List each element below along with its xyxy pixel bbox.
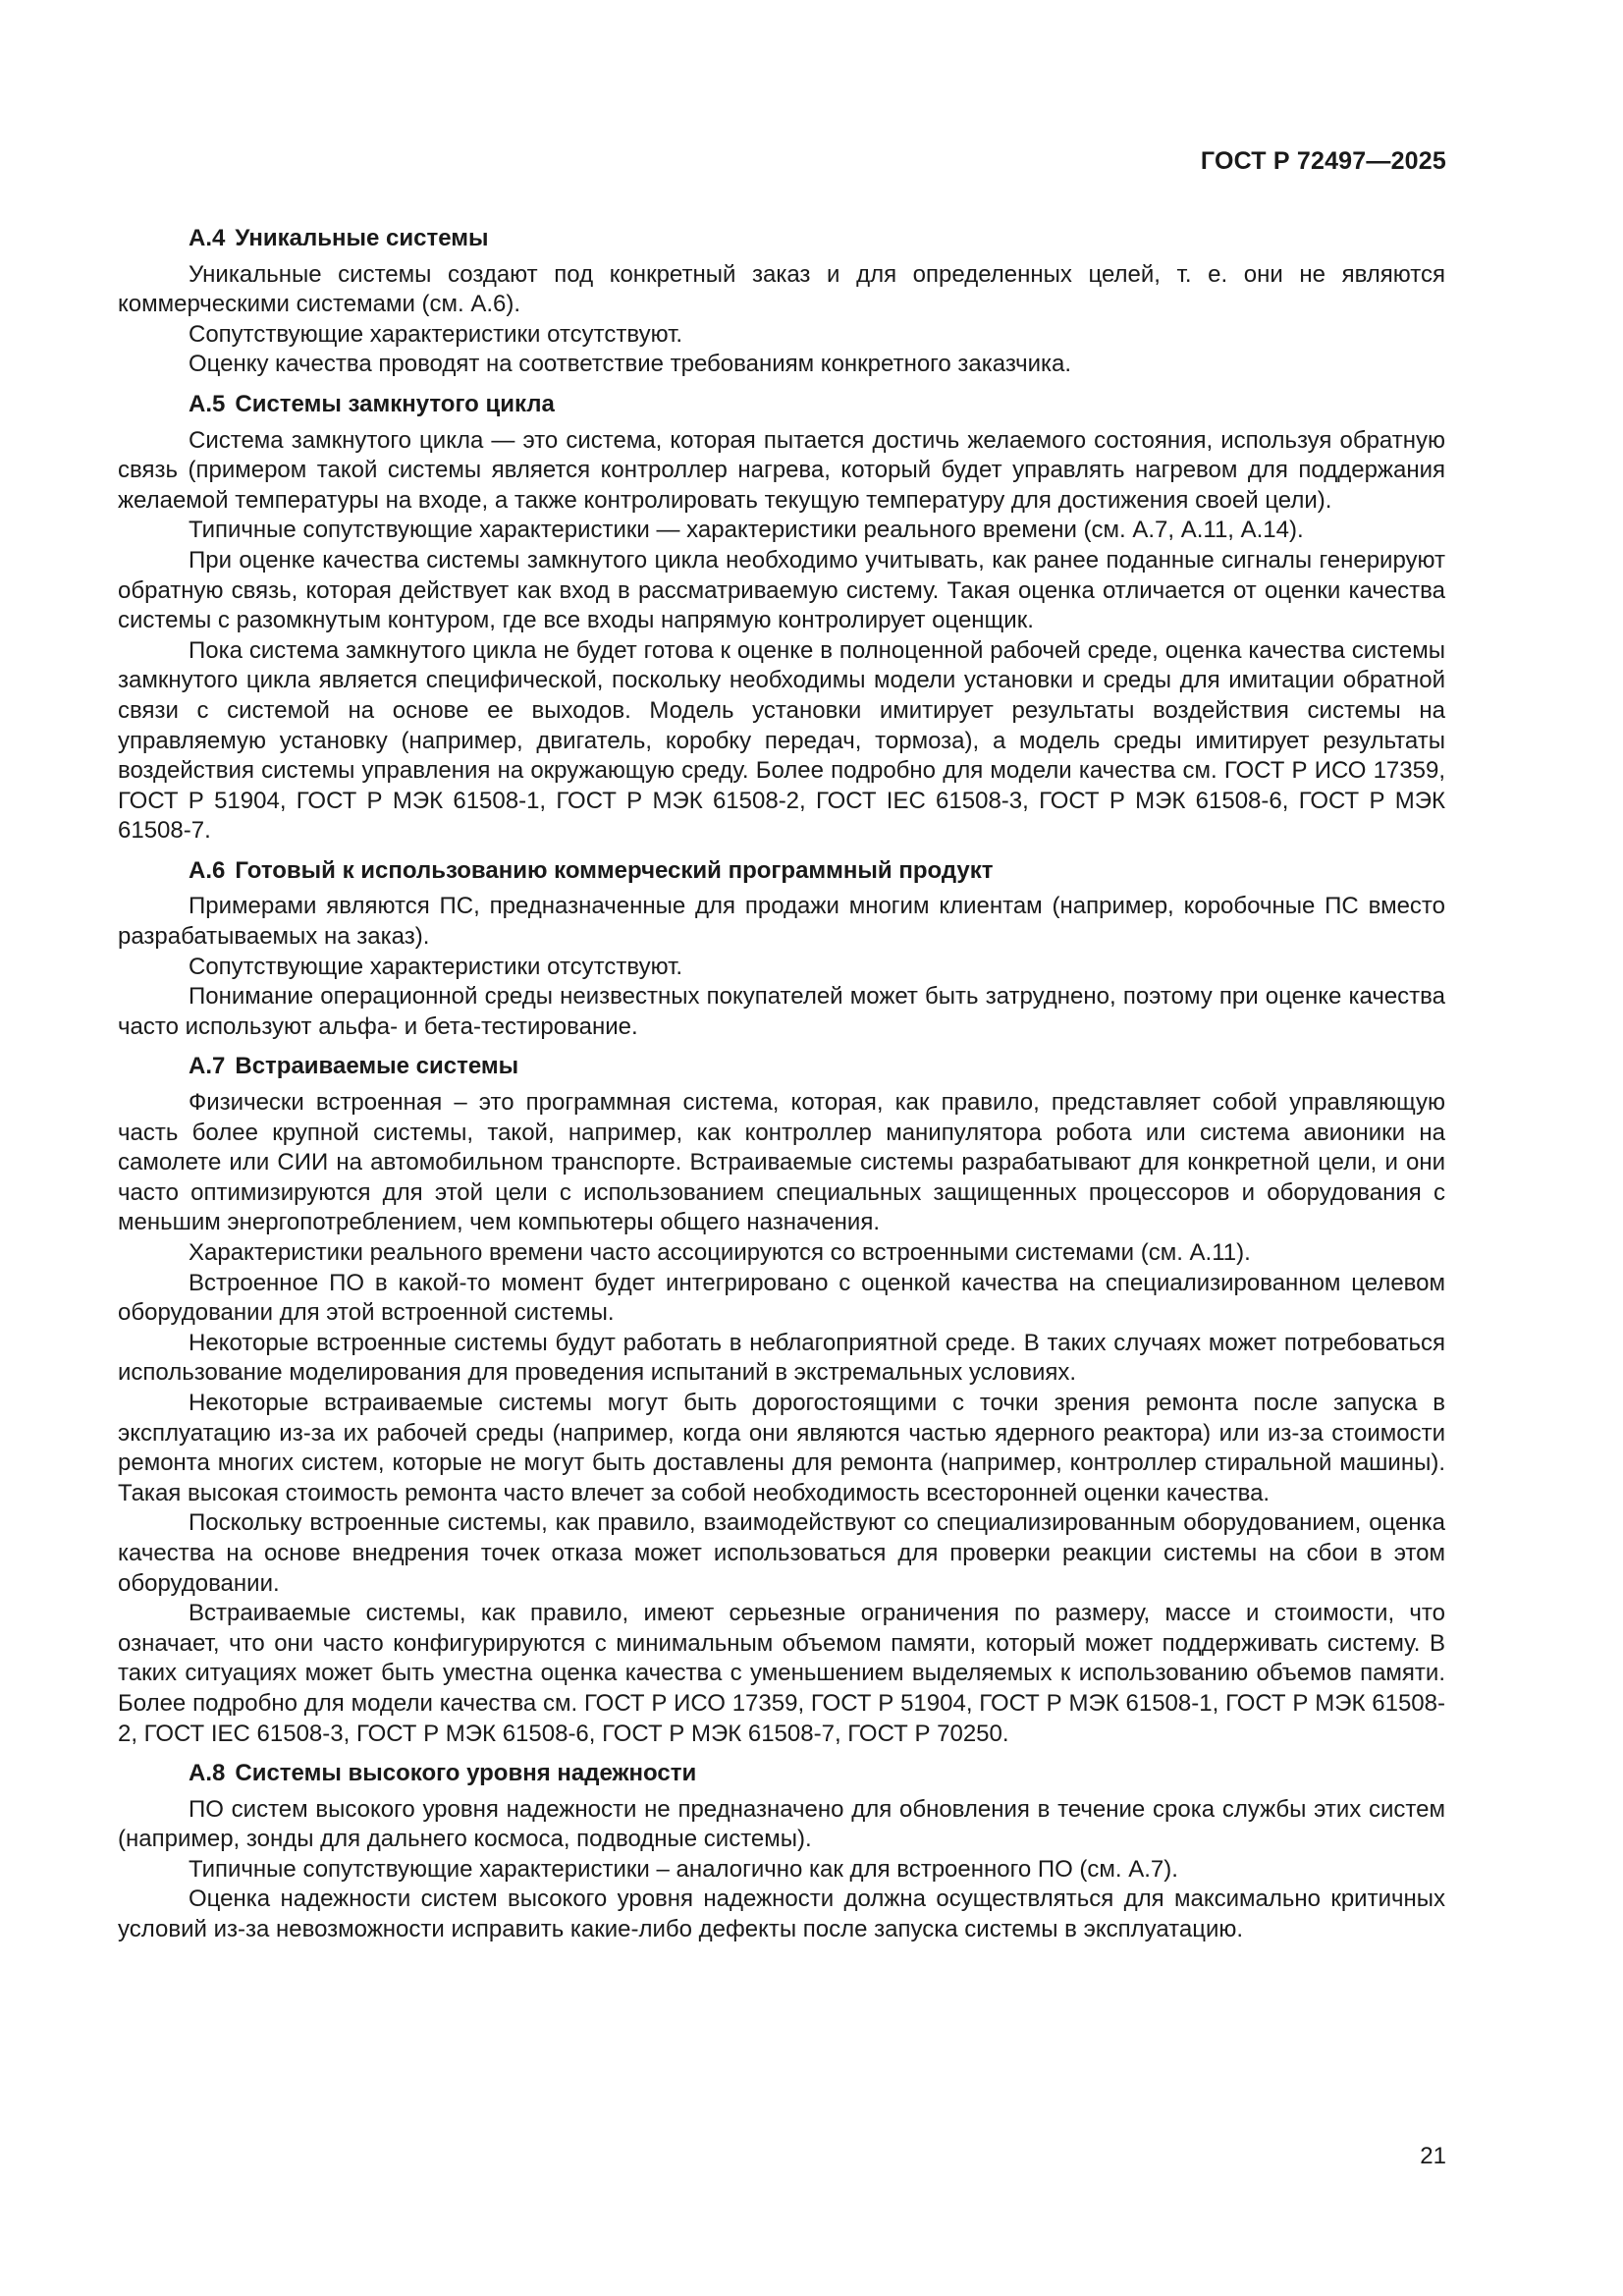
document-designation: ГОСТ Р 72497—2025	[1200, 147, 1446, 175]
section-number: А.5	[189, 390, 226, 417]
paragraph: При оценке качества системы замкнутого цикла необходимо учитывать, как ранее поданные сигналы генерируют обратную связь, которая действует как вход в рассматриваемую систему. Такая оценка отличается от оценки качества системы с разомкнутым контуром, где все входы напрямую контролирует оценщик.	[118, 546, 1445, 634]
paragraph: Сопутствующие характеристики отсутствуют.	[189, 953, 683, 980]
section-title-text: Уникальные системы	[235, 225, 489, 251]
section-a7	[118, 1052, 1445, 1749]
section-number: А.8	[189, 1760, 226, 1787]
section-title-text: Встраиваемые системы	[235, 1053, 519, 1080]
paragraph: Сопутствующие характеристики отсутствуют.	[189, 320, 683, 348]
paragraph: Характеристики реального времени часто ассоциируются со встроенными системами (см. А.11).	[189, 1239, 1251, 1266]
section-a5	[118, 390, 1445, 847]
paragraph: Встроенное ПО в какой-то момент будет интегрировано с оценкой качества на специализированном целевом оборудовании для этой встроенной системы.	[118, 1269, 1445, 1327]
section-number: А.4	[189, 225, 226, 251]
paragraph: Примерами являются ПС, предназначенные для продажи многим клиентам (например, коробочные ПС вместо разрабатываемых на заказ).	[118, 893, 1445, 951]
section-a4	[118, 224, 1445, 380]
paragraph: Пока система замкнутого цикла не будет готова к оценке в полноценной рабочей среде, оценка качества системы замкнутого цикла является специфической, поскольку необходимы модели установки и среды для имитации обратной связи с системой на основе ее выходов. Модель установки имитирует результаты воздействия системы на управляемую установку (например, двигатель, коробку передач, тормоза), а модель среды имитирует результаты воздействия системы управления на окружающую среду. Более подробно для модели качества см. ГОСТ Р ИСО 17359, ГОСТ Р 51904, ГОСТ Р МЭК 61508-1, ГОСТ Р МЭК 61508-2, ГОСТ IEC 61508-3, ГОСТ Р МЭК 61508-6, ГОСТ Р МЭК 61508-7.	[118, 636, 1445, 845]
section-title-text: Готовый к использованию коммерческий программный продукт	[235, 856, 994, 884]
section-title-text: Системы замкнутого цикла	[235, 390, 555, 417]
section-a6	[118, 856, 1445, 1043]
paragraph: Система замкнутого цикла — это система, которая пытается достичь желаемого состояния, используя обратную связь (примером такой системы является контроллер нагрева, который будет управлять нагревом для поддержания желаемой температуры на входе, а также контролировать текущую температуру для достижения своей цели).	[118, 426, 1445, 514]
paragraph: Типичные сопутствующие характеристики — характеристики реального времени (см. А.7, А.11, А.14).	[189, 517, 1304, 544]
paragraph: Поскольку встроенные системы, как правило, взаимодействуют со специализированным оборудованием, оценка качества на основе внедрения точек отказа может использоваться для проверки реакции системы на сбои в этом оборудовании.	[118, 1509, 1445, 1597]
paragraph: Встраиваемые системы, как правило, имеют серьезные ограничения по размеру, массе и стоимости, что означает, что они часто конфигурируются с минимальным объемом памяти, который может поддерживать систему. В таких ситуациях может быть уместна оценка качества с уменьшением выделяемых к использованию объемов памяти. Более подробно для модели качества см. ГОСТ Р ИСО 17359, ГОСТ Р 51904, ГОСТ Р МЭК 61508-1, ГОСТ Р МЭК 61508-2, ГОСТ IEC 61508-3, ГОСТ Р МЭК 61508-6, ГОСТ Р МЭК 61508-7, ГОСТ Р 70250.	[118, 1600, 1445, 1747]
paragraph: Типичные сопутствующие характеристики – аналогично как для встроенного ПО (см. А.7).	[189, 1855, 1178, 1883]
section-title-text: Системы высокого уровня надежности	[235, 1760, 697, 1787]
paragraph: Некоторые встроенные системы будут работать в неблагоприятной среде. В таких случаях может потребоваться использование моделирования для проведения испытаний в экстремальных условиях.	[118, 1329, 1445, 1387]
section-number: А.6	[189, 856, 226, 884]
section-a8	[118, 1759, 1445, 1945]
section-heading	[118, 856, 1445, 887]
document-body	[118, 224, 1445, 1955]
section-number: А.7	[189, 1053, 226, 1080]
paragraph: Оценку качества проводят на соответствие требованиям конкретного заказчика.	[189, 351, 1072, 378]
section-heading	[118, 390, 1445, 420]
paragraph: ПО систем высокого уровня надежности не предназначено для обновления в течение срока службы этих систем (например, зонды для дальнего космоса, подводные системы).	[118, 1795, 1445, 1853]
page-number: 21	[1420, 2143, 1446, 2169]
paragraph: Физически встроенная – это программная система, которая, как правило, представляет собой управляющую часть более крупной системы, такой, например, как контроллер манипулятора робота или система авионики на самолете или СИИ на автомобильном транспорте. Встраиваемые системы разрабатывают для конкретной цели, и они часто оптимизируются для этой цели с использованием специальных защищенных процессоров и оборудования с меньшим энергопотреблением, чем компьютеры общего назначения.	[118, 1089, 1445, 1236]
section-heading	[118, 224, 1445, 254]
paragraph: Понимание операционной среды неизвестных покупателей может быть затруднено, поэтому при оценке качества часто используют альфа- и бета-тестирование.	[118, 983, 1445, 1040]
paragraph: Некоторые встраиваемые системы могут быть дорогостоящими с точки зрения ремонта после запуска в эксплуатацию из-за их рабочей среды (например, когда они являются частью ядерного реактора) или из-за стоимости ремонта многих систем, которые не могут быть доставлены для ремонта (например, контроллер стиральной машины). Такая высокая стоимость ремонта часто влечет за собой необходимость всесторонней оценки качества.	[118, 1389, 1445, 1506]
paragraph: Уникальные системы создают под конкретный заказ и для определенных целей, т. е. они не являются коммерческими системами (см. А.6).	[118, 260, 1445, 318]
paragraph: Оценка надежности систем высокого уровня надежности должна осуществляться для максимально критичных условий из-за невозможности исправить какие-либо дефекты после запуска системы в эксплуатацию.	[118, 1886, 1445, 1943]
section-heading	[118, 1052, 1445, 1082]
section-heading	[118, 1759, 1445, 1789]
